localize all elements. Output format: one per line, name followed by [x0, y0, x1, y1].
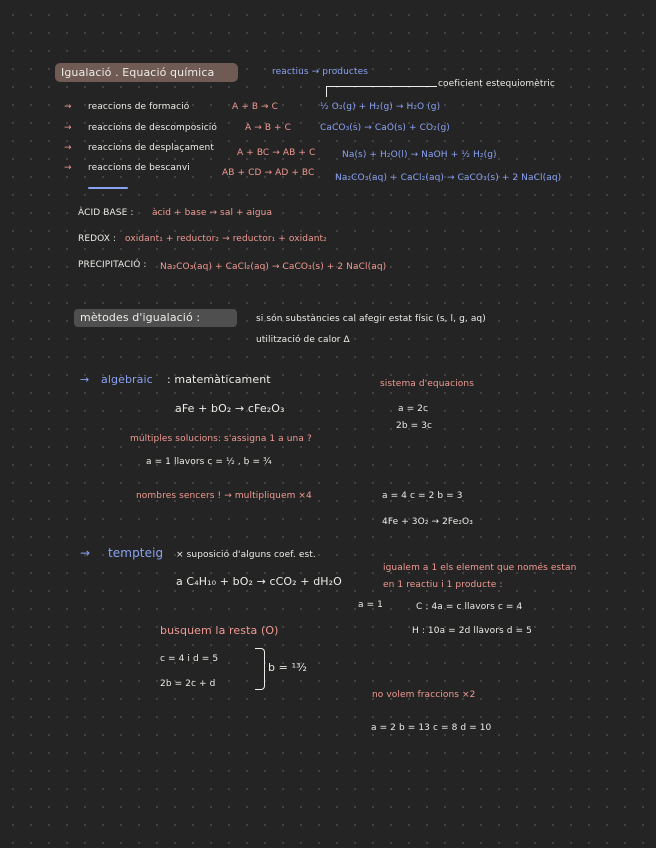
arrow-icon: → [64, 123, 72, 133]
arrow-icon: → [64, 102, 72, 112]
system-line: 2b = 2c + d [160, 679, 216, 689]
reaction-type-name: reaccions de desplaçament [88, 143, 214, 153]
special-label: ÀCID BASE : [78, 208, 134, 218]
cd-values: c = 4 i d = 5 [160, 654, 219, 664]
coefficient-label: coeficient estequiomètric [438, 79, 555, 89]
reaction-type-example: ½ O₂(g) + H₂(g) → H₂O (g) [320, 102, 441, 112]
reaction-scheme: reactius → productes [272, 67, 369, 77]
reaction-type-scheme: A + B → C [232, 102, 279, 112]
special-content: Na₂CO₃(aq) + CaCl₂(aq) → CaCO₃(s) + 2 NaCl(aq) [160, 262, 387, 272]
page-title: Igualació . Equació química [61, 66, 215, 79]
b-result: b = ¹³⁄₂ [268, 661, 308, 674]
methods-note: si són substàncies cal afegir estat físic (s, l, g, aq) [256, 314, 486, 324]
reaction-type-example: Na(s) + H₂O(l) → NaOH + ½ H₂(g) [342, 150, 497, 160]
algebraic-subtitle: : matemàticament [167, 373, 271, 386]
reaction-type-scheme: A + BC → AB + C [237, 148, 316, 158]
hydrogen-line: H : 10a = 2d llavors d = 5 [412, 626, 532, 636]
special-content: oxidant₁ + reductor₂ → reductor₁ + oxidant₂ [125, 234, 327, 244]
trial-subtitle: × suposició d'alguns coef. est. [176, 550, 316, 560]
system-title: sistema d'equacions [380, 379, 474, 389]
methods-title: mètodes d'igualació : [80, 311, 201, 324]
integers-note: nombres sencers ! → multipliquem ×4 [136, 491, 312, 501]
system-eq: 2b = 3c [396, 421, 433, 431]
trial-note: igualem a 1 els element que només estan [383, 563, 577, 573]
multiple-solutions-note: múltiples solucions: s'assigna 1 a una ? [130, 434, 312, 444]
arrow-icon: → [64, 163, 72, 173]
reaction-type-name: reaccions de descomposició [88, 123, 217, 133]
reaction-type-example: Na₂CO₃(aq) + CaCl₂(aq) → CaCO₃(s) + 2 NaCl(aq) [335, 173, 562, 183]
arrow-icon: → [80, 546, 91, 560]
a-equals: a = 1 [358, 600, 384, 610]
system-eq: a = 2c [398, 404, 429, 414]
reaction-type-name: reaccions de formació [88, 102, 190, 112]
special-label: REDOX : [78, 234, 117, 244]
coefficient-bracket [326, 86, 437, 97]
trial-equation: a C₄H₁₀ + bO₂ → cCO₂ + dH₂O [176, 575, 342, 588]
arrow-icon: → [64, 143, 72, 153]
algebraic-title: algebraic [101, 373, 153, 386]
reaction-type-example: CaCO₃(s) → CaO(s) + CO₂(g) [320, 123, 450, 133]
carbon-line: C : 4a = c llavors c = 4 [416, 602, 523, 612]
methods-note: utilització de calor Δ [256, 335, 350, 345]
arrow-icon: → [80, 373, 90, 386]
right-brace [255, 648, 265, 690]
assign-line: a = 1 llavors c = ½ , b = ¾ [146, 457, 272, 467]
section-divider [88, 187, 128, 189]
special-label: PRECIPITACIÓ : [78, 260, 147, 270]
fractions-note: no volem fraccions ×2 [372, 690, 476, 700]
rest-note: busquem la resta (O) [160, 624, 279, 637]
algebraic-final-equation: 4Fe + 3O₂ → 2Fe₂O₃ [382, 517, 473, 527]
reaction-type-scheme: AB + CD → AD + BC [222, 168, 315, 178]
algebraic-equation: aFe + bO₂ → cFe₂O₃ [175, 402, 285, 415]
final-values: a = 2 b = 13 c = 8 d = 10 [371, 723, 492, 733]
special-content: àcid + base → sal + aigua [152, 208, 273, 218]
trial-title: tempteig [108, 546, 164, 560]
trial-note: en 1 reactiu i 1 producte : [383, 580, 503, 590]
reaction-type-scheme: A → B + C [245, 123, 292, 133]
integer-values: a = 4 c = 2 b = 3 [382, 491, 463, 501]
reaction-type-name: reaccions de bescanvi [88, 163, 190, 173]
